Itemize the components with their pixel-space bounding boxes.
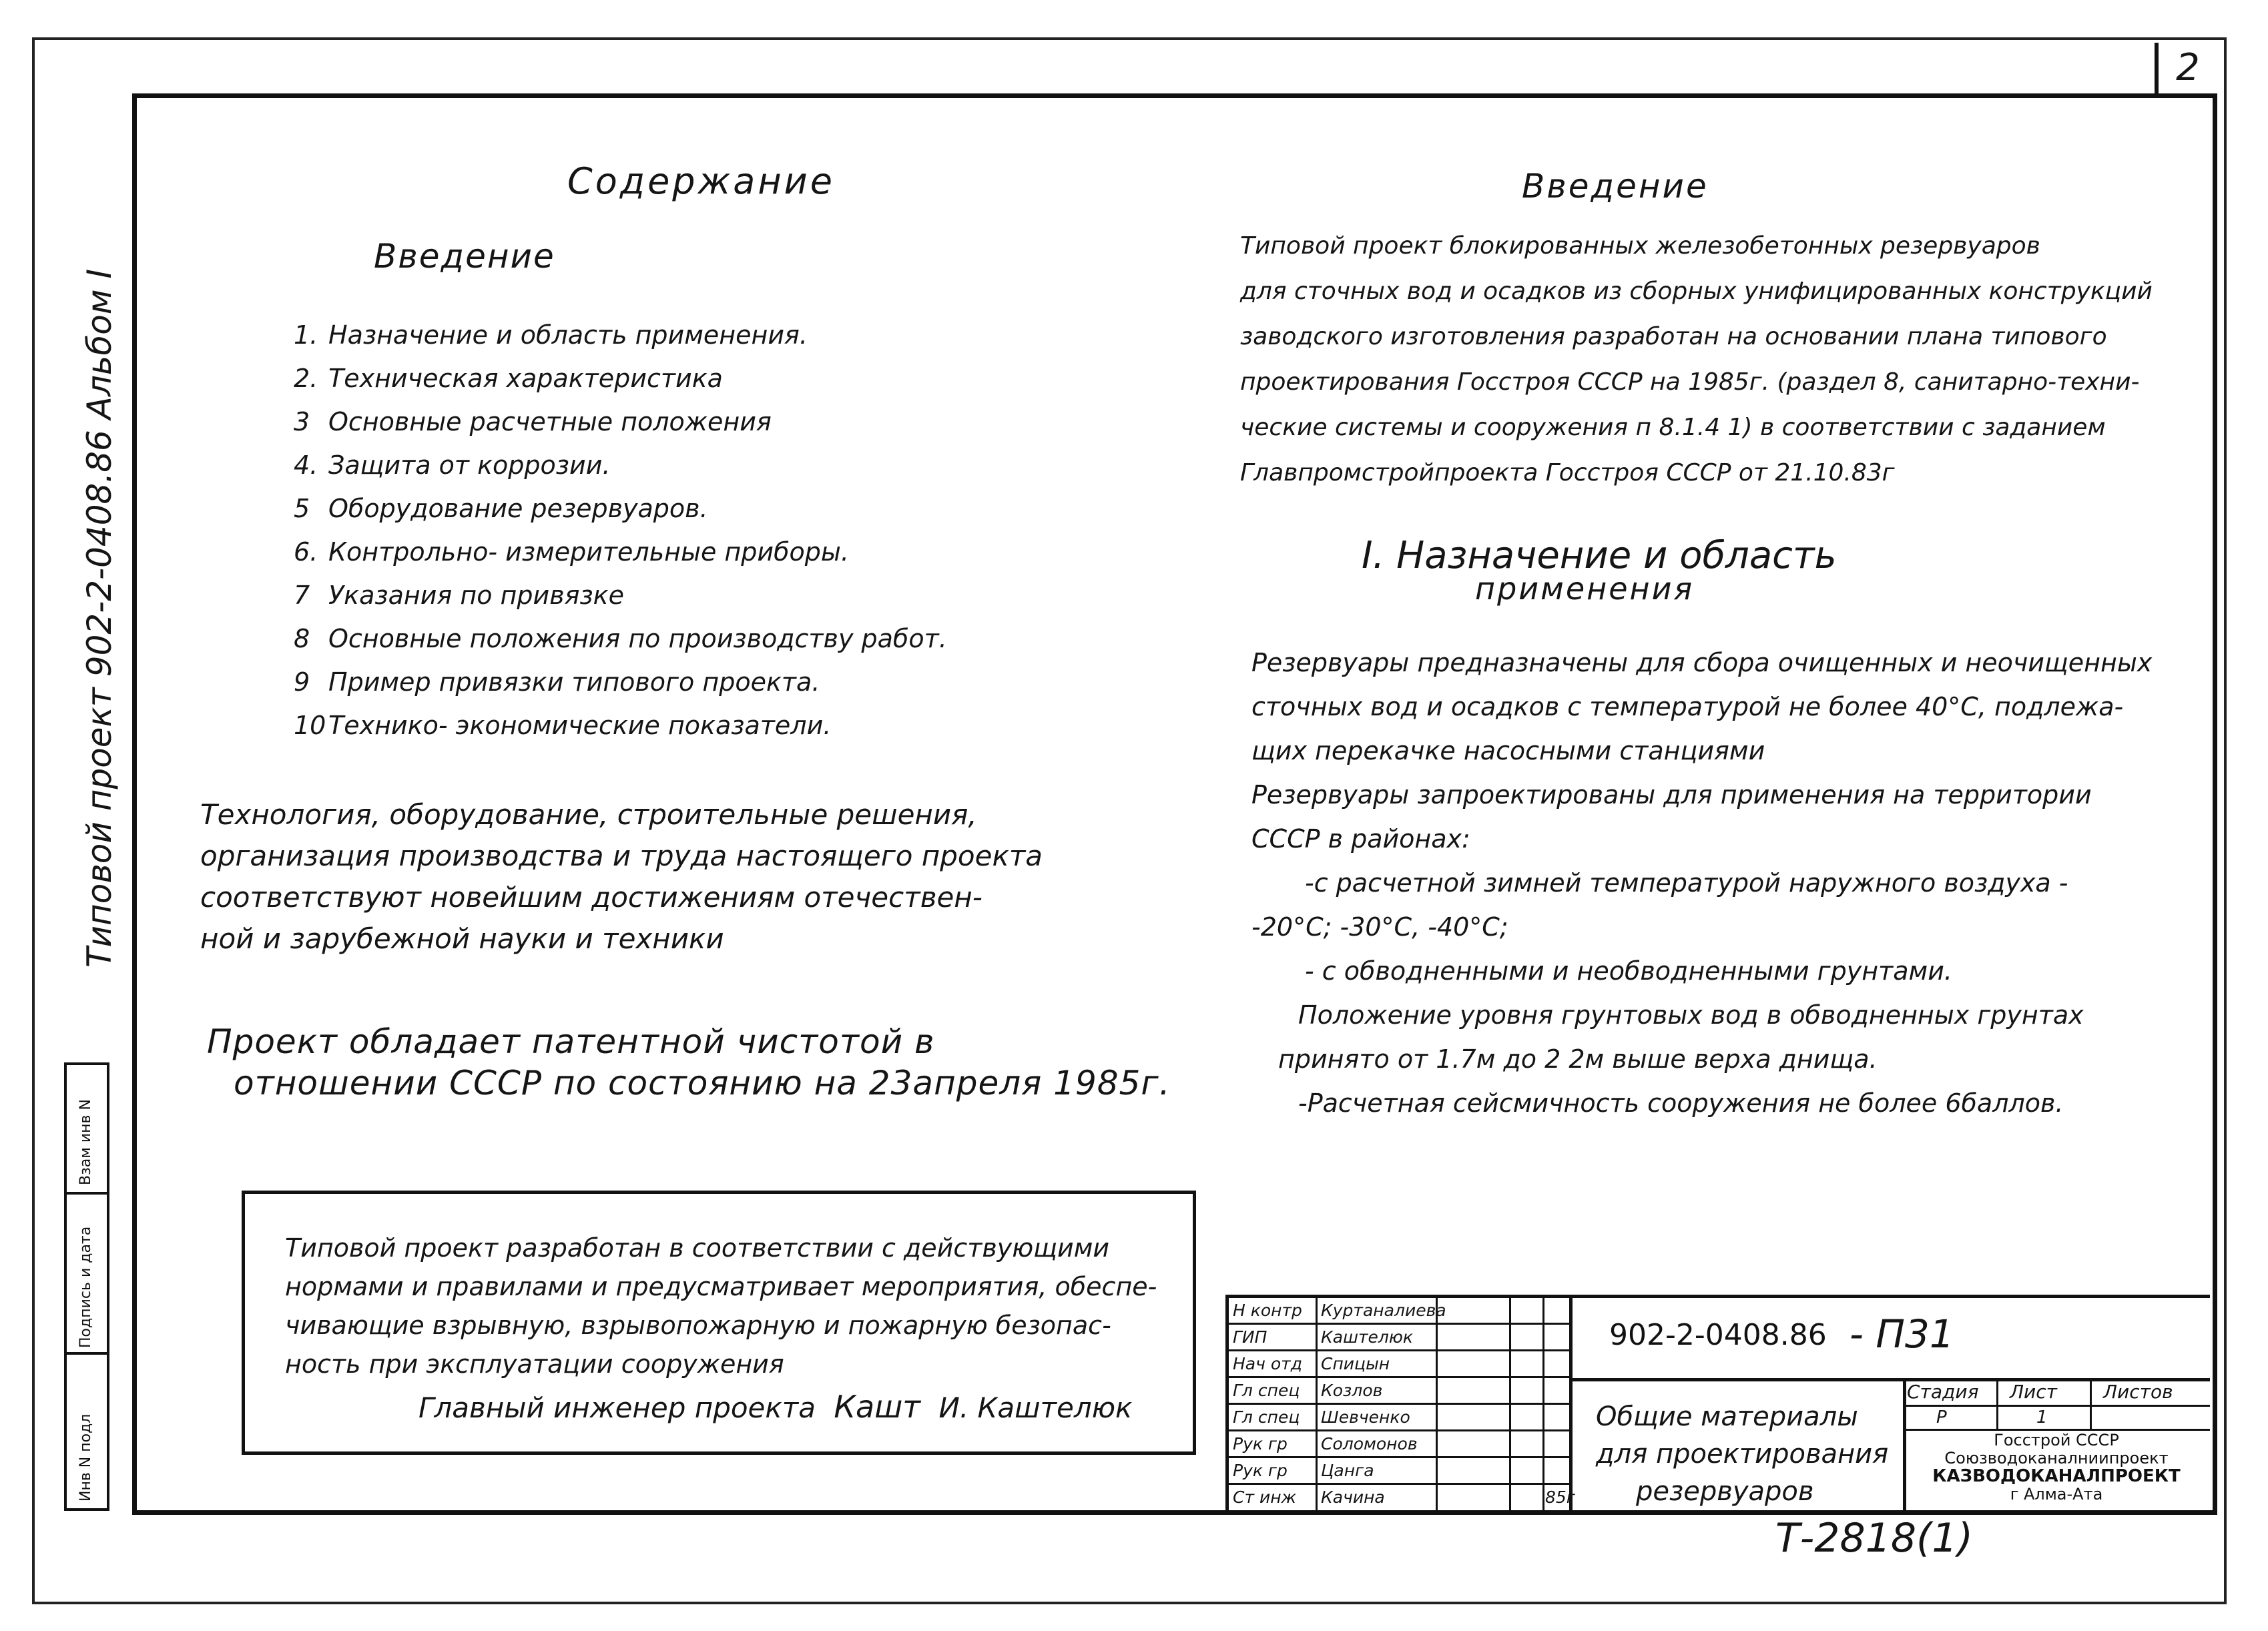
stage-label: Стадия bbox=[1907, 1381, 1979, 1403]
signer-name: И. Каштелюк bbox=[938, 1391, 1133, 1424]
item-number: 5 bbox=[294, 494, 310, 523]
paragraph-line: Положение уровня грунтовых вод в обводненных грунтах bbox=[1298, 1000, 2084, 1030]
project-code-cell bbox=[1569, 1298, 2210, 1381]
approvals-table bbox=[1229, 1298, 1573, 1514]
strip-label-inventory: Инв N подл bbox=[77, 1413, 94, 1502]
list-item bbox=[294, 357, 947, 400]
contents-list bbox=[294, 314, 947, 747]
item-number: 8 bbox=[294, 624, 310, 653]
paragraph-line: СССР в районах: bbox=[1251, 824, 1470, 854]
paragraph-line: принято от 1.7м до 2 2м выше верха днища. bbox=[1278, 1044, 1878, 1074]
sheets-label: Листов bbox=[2103, 1381, 2173, 1403]
paragraph-line: щих перекачке насосными станциями bbox=[1251, 736, 1765, 765]
row-name: Козлов bbox=[1321, 1381, 1383, 1400]
item-text: Основные положения по производству работ. bbox=[328, 624, 947, 653]
paragraph-line: соответствуют новейшим достижениям отечествен- bbox=[200, 881, 982, 914]
item-text: Основные расчетные положения bbox=[328, 407, 772, 436]
table-row bbox=[1229, 1485, 1575, 1510]
item-text: Технико- экономические показатели. bbox=[328, 711, 832, 740]
title-line: Общие материалы bbox=[1596, 1401, 1858, 1432]
table-row bbox=[1229, 1325, 1569, 1351]
item-number: 1. bbox=[294, 320, 318, 350]
strip-label-replaces: Взам инв N bbox=[77, 1099, 94, 1185]
item-text: Назначение и область применения. bbox=[328, 320, 808, 350]
list-item bbox=[294, 574, 947, 617]
row-name: Куртаналиева bbox=[1321, 1301, 1446, 1320]
organization-name bbox=[1903, 1431, 2210, 1504]
side-strip bbox=[64, 1062, 109, 1511]
inventory-number: Т-2818(1) bbox=[1775, 1515, 1973, 1562]
compliance-note-box bbox=[242, 1191, 1196, 1455]
organization-line: КАЗВОДОКАНАЛПРОЕКТ bbox=[1932, 1466, 2181, 1486]
item-number: 4. bbox=[294, 450, 318, 480]
stage-header-row bbox=[1903, 1378, 2210, 1407]
purpose-text bbox=[1251, 641, 2152, 1125]
list-item bbox=[294, 314, 947, 357]
row-name: Цанга bbox=[1321, 1461, 1374, 1480]
row-date: 85г bbox=[1545, 1488, 1575, 1507]
signer-role: Главный инженер проекта bbox=[418, 1391, 816, 1424]
table-row bbox=[1229, 1405, 1569, 1431]
item-text: Оборудование резервуаров. bbox=[328, 494, 708, 523]
row-name: Каштелюк bbox=[1321, 1327, 1414, 1347]
item-number: 7 bbox=[294, 581, 310, 610]
stage-values-row bbox=[1903, 1405, 2210, 1431]
vertical-album-title: Типовой проект 902-2-0408.86 Альбом I bbox=[80, 268, 119, 968]
row-role: Гл спец bbox=[1233, 1381, 1300, 1400]
purpose-heading-continued: применения bbox=[1475, 571, 1695, 607]
document-title-cell bbox=[1569, 1378, 1906, 1514]
table-row bbox=[1229, 1378, 1569, 1405]
paragraph-line: для сточных вод и осадков из сборных унифицированных конструкций bbox=[1240, 278, 2153, 305]
paragraph-line: Типовой проект разработан в соответствии с действующими bbox=[285, 1233, 1110, 1263]
stage-value: Р bbox=[1936, 1407, 1947, 1427]
paragraph-line: ность при эксплуатации сооружения bbox=[285, 1349, 784, 1379]
row-role: Гл спец bbox=[1233, 1407, 1300, 1427]
paragraph-line: - с обводненными и необводненными грунтами. bbox=[1305, 956, 1952, 986]
list-item bbox=[294, 531, 947, 574]
table-row bbox=[1229, 1351, 1569, 1378]
paragraph-line: Технология, оборудование, строительные решения, bbox=[200, 798, 977, 831]
item-number: 3 bbox=[294, 407, 310, 436]
row-role: ГИП bbox=[1233, 1327, 1267, 1347]
paragraph-line: Главпромстройпроекта Госстроя СССР от 21.10.83г bbox=[1240, 459, 1895, 486]
sheet-code: - П31 bbox=[1850, 1311, 1954, 1357]
row-role: Нач отд bbox=[1233, 1354, 1302, 1373]
item-text: Защита от коррозии. bbox=[328, 450, 611, 480]
paragraph-line: -20°С; -30°С, -40°С; bbox=[1251, 912, 1508, 942]
sheet-number: 2 bbox=[2155, 43, 2217, 97]
item-text: Контрольно- измерительные приборы. bbox=[328, 537, 849, 567]
paragraph-line: ной и зарубежной науки и техники bbox=[200, 922, 724, 955]
paragraph-line: отношении СССР по состоянию на 23апреля 1985г. bbox=[234, 1064, 1171, 1102]
paragraph-line: заводского изготовления разработан на основании плана типового bbox=[1240, 323, 2107, 350]
item-number: 9 bbox=[294, 667, 310, 697]
item-number: 10 bbox=[294, 711, 326, 740]
paragraph-line: ческие системы и сооружения п 8.1.4 1) в соответствии с заданием bbox=[1240, 414, 2106, 441]
item-number: 6. bbox=[294, 537, 318, 567]
table-row bbox=[1229, 1298, 1569, 1325]
item-text: Техническая характеристика bbox=[328, 364, 723, 393]
paragraph-line: Проект обладает патентной чистотой в bbox=[207, 1022, 935, 1061]
row-name: Шевченко bbox=[1321, 1407, 1410, 1427]
compliance-note-text bbox=[285, 1229, 1157, 1383]
row-name: Качина bbox=[1321, 1488, 1385, 1507]
paragraph-line: Типовой проект блокированных железобетонных резервуаров bbox=[1240, 232, 2040, 260]
row-name: Спицын bbox=[1321, 1354, 1390, 1373]
sheet-label: Лист bbox=[2010, 1381, 2057, 1403]
contents-intro-heading: Введение bbox=[374, 237, 555, 276]
row-name: Соломонов bbox=[1321, 1434, 1418, 1453]
list-item bbox=[294, 400, 947, 444]
table-row bbox=[1229, 1431, 1569, 1458]
list-item bbox=[294, 617, 947, 661]
introduction-text bbox=[1240, 224, 2153, 496]
introduction-heading: Введение bbox=[1522, 167, 1709, 206]
paragraph-line: -Расчетная сейсмичность сооружения не более 6баллов. bbox=[1298, 1088, 2064, 1118]
paragraph-line: Резервуары предназначены для сбора очищенных и неочищенных bbox=[1251, 648, 2153, 677]
item-number: 2. bbox=[294, 364, 318, 393]
paragraph-line: нормами и правилами и предусматривает мероприятия, обеспе- bbox=[285, 1272, 1157, 1301]
technology-paragraph bbox=[200, 794, 1043, 960]
paragraph-line: чивающие взрывную, взрывопожарную и пожарную безопас- bbox=[285, 1311, 1111, 1340]
title-line: для проектирования bbox=[1596, 1439, 1889, 1470]
strip-cell-inventory bbox=[67, 1352, 107, 1511]
item-text: Пример привязки типового проекта. bbox=[328, 667, 820, 697]
contents-heading: Содержание bbox=[567, 160, 835, 202]
organization-line: г Алма-Ата bbox=[2010, 1485, 2103, 1504]
paragraph-line: проектирования Госстроя СССР на 1985г. (раздел 8, санитарно-техни- bbox=[1240, 368, 2140, 396]
list-item bbox=[294, 704, 947, 747]
paragraph-line: -с расчетной зимней температурой наружного воздуха - bbox=[1305, 868, 2068, 898]
project-code: 902-2-0408.86 bbox=[1609, 1318, 1827, 1352]
row-role: Рук гр bbox=[1233, 1461, 1288, 1480]
paragraph-line: Резервуары запроектированы для применения на территории bbox=[1251, 780, 2092, 809]
strip-cell-signature bbox=[67, 1192, 107, 1355]
purpose-heading: I. Назначение и область bbox=[1362, 534, 1837, 577]
list-item bbox=[294, 661, 947, 704]
row-role: Н контр bbox=[1233, 1301, 1302, 1320]
organization-line: Союзводоканалниипроект bbox=[1944, 1449, 2169, 1467]
table-row bbox=[1229, 1458, 1569, 1485]
list-item bbox=[294, 444, 947, 487]
paragraph-line: организация производства и труда настоящего проекта bbox=[200, 840, 1043, 872]
row-role: Рук гр bbox=[1233, 1434, 1288, 1453]
strip-label-signature: Подпись и дата bbox=[77, 1226, 94, 1348]
item-text: Указания по привязке bbox=[328, 581, 624, 610]
list-item bbox=[294, 487, 947, 531]
document-title bbox=[1596, 1398, 1888, 1510]
title-line: резервуаров bbox=[1636, 1476, 1814, 1507]
chief-engineer-signature-line bbox=[418, 1389, 1132, 1425]
sheet-value: 1 bbox=[2036, 1407, 2048, 1427]
organization-line: Госстрой СССР bbox=[1994, 1431, 2119, 1449]
strip-cell-replaces bbox=[67, 1065, 107, 1192]
title-block bbox=[1225, 1295, 2210, 1514]
paragraph-line: сточных вод и осадков с температурой не более 40°С, подлежа- bbox=[1251, 692, 2124, 721]
handwritten-signature: Кашт bbox=[834, 1389, 921, 1425]
row-role: Ст инж bbox=[1233, 1488, 1297, 1507]
patent-paragraph bbox=[207, 1021, 1171, 1104]
